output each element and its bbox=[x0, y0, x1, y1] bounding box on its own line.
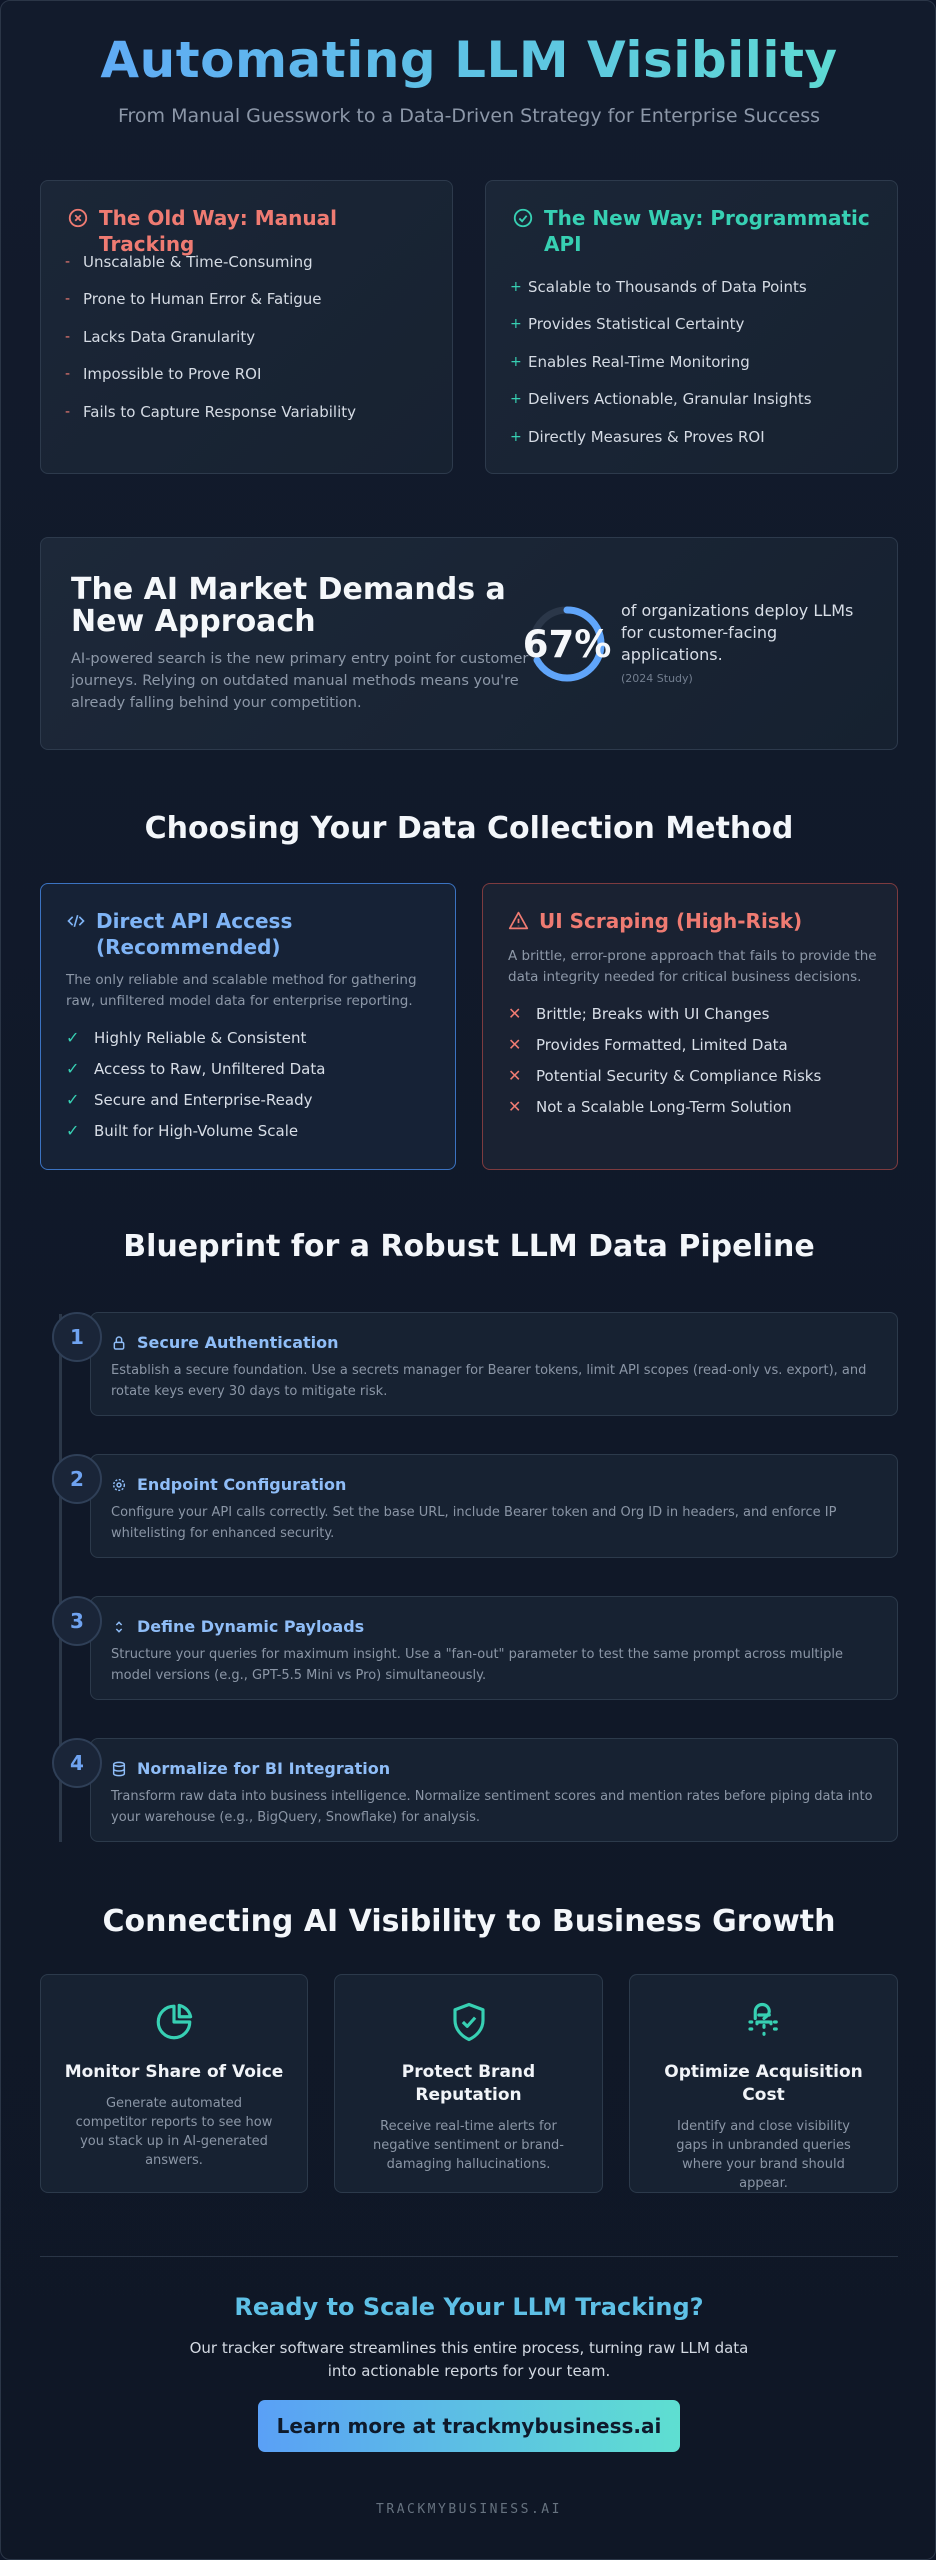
x-icon: ✕ bbox=[508, 1035, 522, 1054]
old-way-item: - Impossible to Prove ROI bbox=[65, 365, 262, 384]
new-way-item: + Enables Real-Time Monitoring bbox=[510, 352, 750, 371]
scraping-item: ✕ Not a Scalable Long-Term Solution bbox=[508, 1097, 792, 1116]
growth-card-desc: Identify and close visibility gaps in unbranded queries where your brand should appear. bbox=[676, 2119, 851, 2191]
pipeline-step-card bbox=[90, 1312, 898, 1416]
api-item: ✓ Access to Raw, Unfiltered Data bbox=[66, 1059, 326, 1078]
check-icon: ✓ bbox=[66, 1028, 80, 1047]
new-way-item: + Directly Measures & Proves ROI bbox=[510, 427, 765, 446]
check-circle-icon bbox=[512, 207, 534, 229]
api-title-row bbox=[66, 908, 436, 960]
scraping-desc: A brittle, error-prone approach that fails to provide the data integrity needed for critical business decisions. bbox=[508, 948, 877, 985]
growth-card bbox=[629, 1974, 898, 2193]
step-desc: Establish a secure foundation. Use a secrets manager for Bearer tokens, limit API scopes (read-only vs. export), and rotate keys every 30 days to mitigate risk. bbox=[111, 1363, 867, 1399]
growth-card-desc: Generate automated competitor reports to see how you stack up in AI-generated answers. bbox=[75, 2096, 273, 2168]
api-card bbox=[40, 883, 456, 1170]
old-way-item: - Prone to Human Error & Fatigue bbox=[65, 290, 322, 309]
market-title: The AI Market Demands a New Approach bbox=[71, 572, 506, 639]
api-list bbox=[66, 1022, 446, 1146]
new-way-item: + Delivers Actionable, Granular Insights bbox=[510, 390, 812, 409]
step-desc: Structure your queries for maximum insight. Use a "fan-out" parameter to test the same prompt across multiple model versions (e.g., GPT-5.5 Mini vs Pro) simultaneously. bbox=[111, 1647, 844, 1683]
scraping-card bbox=[482, 883, 898, 1170]
api-item: ✓ Secure and Enterprise-Ready bbox=[66, 1090, 313, 1109]
growth-card-title: Protect Brand Reputation bbox=[401, 2062, 536, 2105]
growth-card-title: Monitor Share of Voice bbox=[64, 2062, 284, 2082]
old-way-item: - Lacks Data Granularity bbox=[65, 327, 256, 346]
new-way-title: The New Way: Programmatic API bbox=[544, 206, 870, 256]
growth-card bbox=[40, 1974, 308, 2193]
api-item: ✓ Built for High-Volume Scale bbox=[66, 1121, 299, 1140]
scraping-item: ✕ Brittle; Breaks with UI Changes bbox=[508, 1004, 770, 1023]
step-number: 1 bbox=[52, 1312, 102, 1362]
old-way-item: - Unscalable & Time-Consuming bbox=[65, 252, 313, 271]
stat-source: (2024 Study) bbox=[621, 672, 693, 685]
pie-chart-icon bbox=[153, 2001, 195, 2043]
step-title: Define Dynamic Payloads bbox=[137, 1617, 365, 1636]
check-icon: ✓ bbox=[66, 1059, 80, 1078]
growth-card-desc: Receive real-time alerts for negative sentiment or brand-damaging hallucinations. bbox=[372, 2119, 564, 2172]
cta-heading: Ready to Scale Your LLM Tracking? bbox=[234, 2293, 704, 2321]
gear-icon bbox=[111, 1477, 127, 1493]
scraping-item: ✕ Provides Formatted, Limited Data bbox=[508, 1035, 788, 1054]
growth-heading: Connecting AI Visibility to Business Growth bbox=[102, 1904, 836, 1939]
x-icon: ✕ bbox=[508, 1004, 522, 1023]
x-circle-icon bbox=[67, 207, 89, 229]
scraping-title-row bbox=[508, 908, 878, 934]
stat-text: of organizations deploy LLMs for customer-facing applications. bbox=[621, 601, 854, 664]
api-item: ✓ Highly Reliable & Consistent bbox=[66, 1028, 307, 1047]
learn-more-button[interactable]: Learn more at trackmybusiness.ai bbox=[258, 2400, 680, 2452]
x-icon: ✕ bbox=[508, 1097, 522, 1116]
api-desc: The only reliable and scalable method for gathering raw, unfiltered model data for enterprise reporting. bbox=[66, 972, 417, 1009]
section-divider bbox=[40, 2256, 898, 2257]
old-way-item: - Fails to Capture Response Variability bbox=[65, 402, 357, 421]
new-way-list bbox=[510, 268, 880, 456]
growth-card bbox=[334, 1974, 603, 2193]
footer-brand: TRACKMYBUSINESS.AI bbox=[376, 2502, 562, 2517]
stat-value: 67% bbox=[522, 622, 612, 666]
cta-body: Our tracker software streamlines this entire process, turning raw LLM data into actionable reports for your team. bbox=[189, 2339, 749, 2380]
scraping-title: UI Scraping (High-Risk) bbox=[539, 909, 803, 933]
code-icon bbox=[66, 911, 86, 931]
new-way-title-row bbox=[512, 205, 882, 257]
new-way-item: + Scalable to Thousands of Data Points bbox=[510, 277, 807, 296]
new-way-item: + Provides Statistical Certainty bbox=[510, 315, 745, 334]
step-number: 4 bbox=[52, 1738, 102, 1788]
check-icon: ✓ bbox=[66, 1121, 80, 1140]
scraping-list bbox=[508, 998, 888, 1122]
step-title: Endpoint Configuration bbox=[137, 1475, 347, 1494]
page-title: Automating LLM Visibility bbox=[1, 31, 936, 89]
x-icon: ✕ bbox=[508, 1066, 522, 1085]
pipeline-step-card bbox=[90, 1454, 898, 1558]
warning-icon bbox=[508, 910, 529, 931]
pipeline-heading: Blueprint for a Robust LLM Data Pipeline bbox=[123, 1229, 815, 1264]
pipeline-step-card bbox=[90, 1596, 898, 1700]
dollar-search-icon bbox=[743, 2001, 785, 2043]
market-card bbox=[40, 537, 898, 750]
database-icon bbox=[111, 1761, 127, 1777]
step-desc: Configure your API calls correctly. Set the base URL, include Bearer token and Org ID in headers, and enforce IP whitelisting for enhanced security. bbox=[111, 1505, 837, 1541]
methods-heading: Choosing Your Data Collection Method bbox=[144, 811, 794, 846]
stat-ring bbox=[517, 594, 617, 694]
lock-icon bbox=[111, 1335, 127, 1351]
old-way-title: The Old Way: Manual Tracking bbox=[99, 206, 337, 256]
check-icon: ✓ bbox=[66, 1090, 80, 1109]
api-title: Direct API Access (Recommended) bbox=[96, 909, 293, 959]
page-subtitle: From Manual Guesswork to a Data-Driven Strategy for Enterprise Success bbox=[117, 105, 821, 127]
growth-card-title: Optimize Acquisition Cost bbox=[664, 2062, 863, 2105]
market-body: AI-powered search is the new primary entry point for customer journeys. Relying on outdated manual methods means you're already falling behind your competition. bbox=[71, 651, 529, 711]
step-desc: Transform raw data into business intelligence. Normalize sentiment scores and mention rates before piping data into your warehouse (e.g., BigQuery, Snowflake) for analysis. bbox=[111, 1789, 873, 1825]
step-title: Normalize for BI Integration bbox=[137, 1759, 391, 1778]
step-number: 2 bbox=[52, 1454, 102, 1504]
new-way-card bbox=[485, 180, 898, 474]
pipeline-step-card bbox=[90, 1738, 898, 1842]
sort-arrows-icon bbox=[111, 1619, 127, 1635]
scraping-item: ✕ Potential Security & Compliance Risks bbox=[508, 1066, 822, 1085]
shield-check-icon bbox=[448, 2001, 490, 2043]
old-way-list bbox=[65, 243, 435, 431]
old-way-card bbox=[40, 180, 453, 474]
step-number: 3 bbox=[52, 1596, 102, 1646]
step-title: Secure Authentication bbox=[137, 1333, 339, 1352]
